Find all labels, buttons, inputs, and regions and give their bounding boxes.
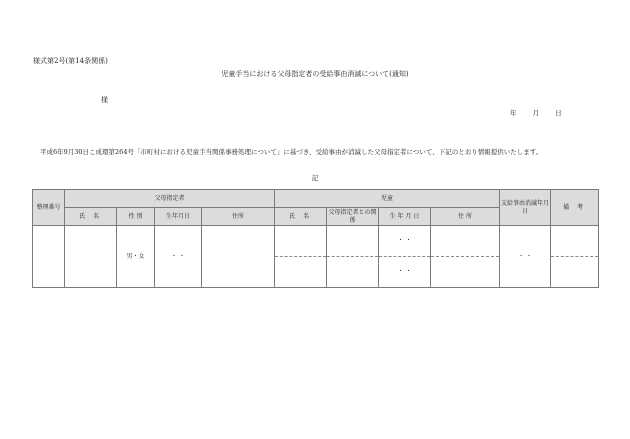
- form-number: 様式第2号(第14条関係): [33, 57, 108, 65]
- header-fubo-address: 住所: [202, 208, 275, 226]
- addressee-suffix: 様: [101, 96, 108, 104]
- cell-biko-1: [551, 226, 599, 257]
- date-line: 年 月 日: [510, 109, 562, 117]
- cell-jido-name-2: [275, 257, 327, 288]
- header-jido: 児童: [275, 190, 500, 208]
- header-jido-address: 住 所: [431, 208, 500, 226]
- header-fubo-gender: 性 別: [117, 208, 155, 226]
- record-mark: 記: [311, 174, 319, 182]
- cell-biko-2: [551, 257, 599, 288]
- header-seiri-bango: 整理番号: [33, 190, 65, 226]
- cell-jido-birth-1: ・ ・: [379, 226, 431, 257]
- cell-jido-address-1: [431, 226, 500, 257]
- cell-jido-birth-2: ・ ・: [379, 257, 431, 288]
- cell-jido-relation-1: [327, 226, 379, 257]
- cell-seiri-bango: [33, 226, 65, 288]
- header-fubo-birth: 生年月日: [155, 208, 202, 226]
- info-table: [32, 189, 599, 288]
- document-title: 児童手当における父母指定者の受給事由消滅について(通知): [221, 70, 409, 78]
- header-shokumetsu-date: 支給事由消滅年月日: [500, 190, 551, 226]
- cell-jido-address-2: [431, 257, 500, 288]
- header-fubo-shiteisha: 父母指定者: [65, 190, 275, 208]
- cell-jido-name-1: [275, 226, 327, 257]
- header-fubo-name: 氏 名: [65, 208, 117, 226]
- cell-jido-relation-2: [327, 257, 379, 288]
- cell-shokumetsu-date: ・ ・: [500, 226, 551, 288]
- body-text: 平成6年9月30日こ成環第264号「市町村における児童手当関係事務処理について」に基づき、受給事由が消滅した父母指定者について、下記のとおり情報提供いたします。: [40, 148, 543, 156]
- header-biko: 備 考: [551, 190, 599, 226]
- cell-fubo-gender: 男・女: [117, 226, 155, 288]
- cell-fubo-name: [65, 226, 117, 288]
- cell-fubo-birth: ・ ・: [155, 226, 202, 288]
- header-jido-name: 氏 名: [275, 208, 327, 226]
- cell-fubo-address: [202, 226, 275, 288]
- header-jido-birth: 生 年 月 日: [379, 208, 431, 226]
- header-jido-relation: 父母指定者との関係: [328, 209, 377, 224]
